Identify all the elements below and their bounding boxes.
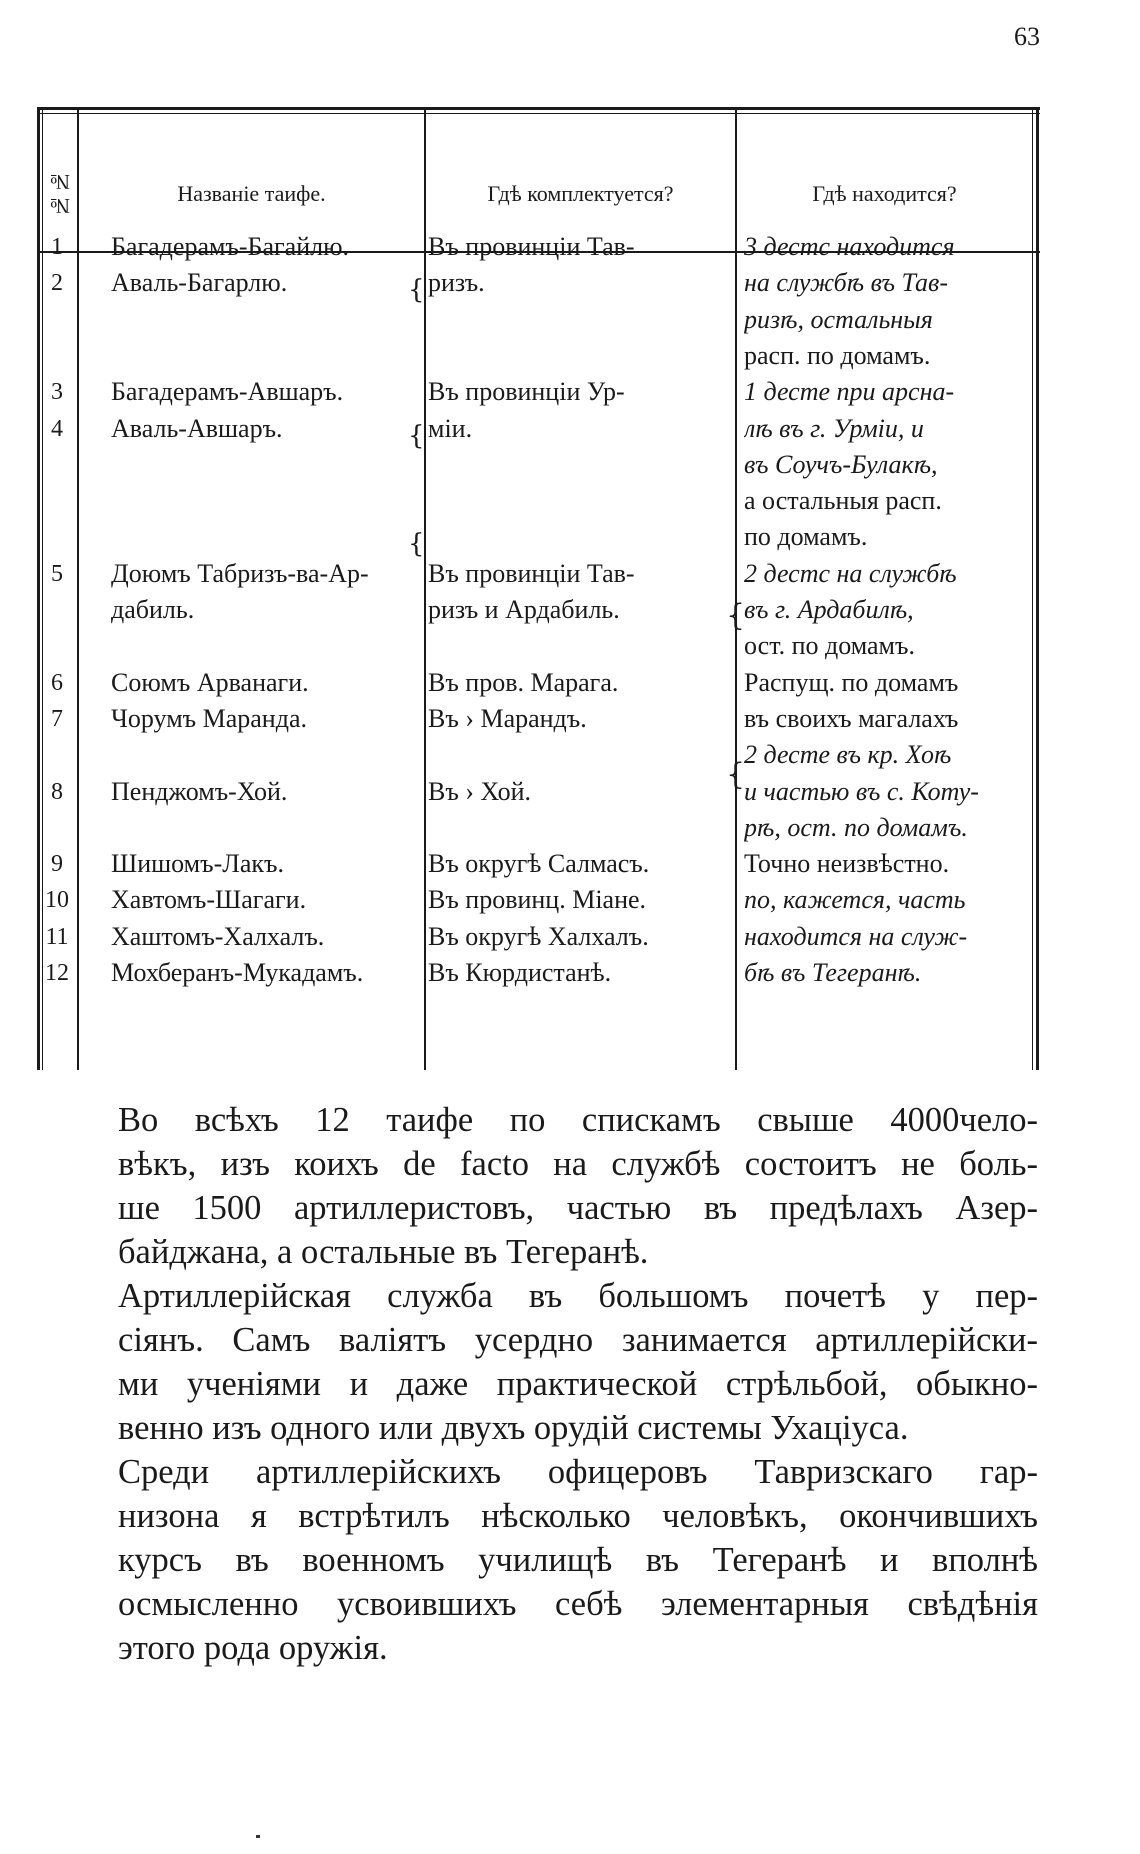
current-location: по домамъ. [744, 522, 868, 552]
row-number: 10 [45, 887, 69, 914]
table-row [37, 519, 1040, 555]
current-location: Точно неизвѣстно. [744, 849, 950, 879]
taife-name: Мохберанъ-Мукадамъ. [111, 958, 364, 987]
taife-name: Чорумъ Маранда. [111, 703, 307, 733]
current-location: на службѣ въ Тав- [744, 268, 948, 298]
table-row [37, 447, 1040, 483]
text-line: низона я встрѣтилъ нѣсколько человѣкъ, окончившихъ [118, 1497, 1038, 1535]
row-number: 5 [51, 560, 63, 587]
recruitment-place: Въ пров. Марага. [428, 667, 619, 697]
recruitment-place [428, 302, 773, 338]
table-row [37, 411, 1040, 447]
recruitment-place: Въ провинц. Міане. [428, 885, 647, 915]
text-line: ше 1500 артиллеристовъ, частью въ предѣлахъ Азер- [118, 1189, 1038, 1227]
recruitment-place: міи. [428, 413, 473, 443]
current-location: расп. по домамъ. [744, 340, 931, 370]
recruitment-place: Въ провинціи Ур- [428, 377, 625, 407]
taife-name [111, 302, 411, 338]
recruitment-place [428, 519, 773, 555]
current-location: ост. по домамъ. [744, 631, 915, 661]
table-row [37, 302, 1040, 338]
taife-name: дабиль. [111, 595, 195, 624]
taife-name: Пенджомъ-Хой. [111, 776, 288, 806]
recruitment-place: Въ › Марандъ. [428, 703, 587, 733]
recruitment-place: Въ › Хой. [428, 776, 531, 806]
print-speck [256, 1835, 260, 1838]
taife-name [111, 338, 411, 374]
taife-name: Союмъ Арванаги. [111, 667, 309, 697]
taife-name: Доюмъ Табризъ-ва-Ар- [111, 558, 369, 588]
current-location: по, кажется, часть [744, 885, 966, 915]
brace-rows-9-12: { [726, 757, 746, 792]
text-line: вѣкъ, изъ коихъ de facto на службѣ состоитъ не боль- [118, 1145, 1038, 1183]
current-location: Распущ. по домамъ [744, 667, 959, 697]
table-row [37, 374, 1040, 410]
current-location: 2 дестс на службѣ [744, 558, 957, 588]
row-number [37, 519, 77, 555]
header-location: Гдѣ находится? [812, 181, 957, 206]
recruitment-place: Въ Кюрдистанѣ. [428, 958, 612, 987]
row-number [37, 592, 77, 628]
text-line: байджана, а остальные въ Тегеранѣ. [118, 1233, 649, 1271]
row-number: 9 [51, 851, 63, 878]
table-row [37, 229, 1040, 265]
taife-name: Шишомъ-Лакъ. [111, 849, 284, 879]
text-line: Артиллерійская служба въ большомъ почетѣ у пер- [118, 1277, 1038, 1315]
table-row [37, 483, 1040, 519]
table-row [37, 774, 1040, 810]
row-number [37, 737, 77, 773]
text-line: осмысленно усвоившихъ себѣ элементарныя свѣдѣнія [118, 1585, 1038, 1623]
text-line: сіянъ. Самъ валіятъ усердно занимается артиллерійски- [118, 1321, 1038, 1359]
current-location: а остальныя расп. [744, 486, 942, 516]
row-number: 6 [51, 669, 63, 696]
recruitment-place: Въ провинціи Тав- [428, 558, 635, 588]
row-number [37, 810, 77, 846]
recruitment-place [428, 737, 773, 773]
table-row [37, 701, 1040, 737]
text-line: этого рода оружія. [118, 1629, 388, 1667]
table-row [37, 846, 1040, 882]
taife-name [111, 483, 411, 519]
row-number: 12 [45, 960, 69, 986]
row-number: 4 [51, 415, 63, 442]
taife-name [111, 737, 411, 773]
current-location: въ г. Ардабилѣ, [744, 595, 914, 624]
current-location: бѣ въ Тегеранѣ. [744, 958, 922, 987]
row-number [37, 483, 77, 519]
row-number [37, 628, 77, 664]
row-number: 7 [51, 705, 63, 732]
taife-name: Аваль-Авшаръ. [111, 413, 283, 443]
table-top-rule [37, 107, 1040, 110]
paragraph [118, 1274, 1038, 1450]
text-line: ми ученіями и даже практической стрѣльбой, обыкно- [118, 1365, 1038, 1403]
table-row [37, 810, 1040, 846]
current-location: 2 десте въ кр. Хоѣ [744, 740, 952, 770]
body-paragraphs [118, 1098, 1038, 1670]
current-location: въ Соучъ-Булакѣ, [744, 449, 938, 479]
table-row [37, 265, 1040, 301]
current-location: находится на служ- [744, 921, 968, 951]
current-location: 1 десте при арсна- [744, 377, 955, 407]
taife-name: Хаштомъ-Халхалъ. [111, 921, 325, 951]
current-location: въ своихъ магалахъ [744, 703, 959, 733]
row-number [37, 338, 77, 374]
table-row [37, 556, 1040, 592]
text-line: Среди артиллерійскихъ офицеровъ Тавризскаго гар- [118, 1453, 1038, 1491]
table-row [37, 592, 1040, 628]
recruitment-place [428, 810, 773, 846]
taife-name [111, 519, 411, 555]
table-row [37, 919, 1040, 955]
recruitment-place [428, 483, 773, 519]
paragraph [118, 1098, 1038, 1274]
recruitment-place: ризъ и Ардабиль. [428, 595, 620, 624]
taife-name [111, 447, 411, 483]
row-number [37, 447, 77, 483]
brace-row-5: { [408, 529, 425, 559]
recruitment-place [428, 338, 773, 374]
row-number: 11 [45, 923, 69, 950]
body-text [118, 1098, 1038, 1670]
header-num-label: №№ [47, 170, 72, 218]
brace-rows-6-8: { [726, 598, 746, 633]
row-number: 2 [51, 270, 63, 297]
current-location: ризѣ, остальныя [744, 304, 933, 334]
recruitment-place: ризъ. [428, 268, 485, 298]
table-row [37, 338, 1040, 374]
brace-rows-3-4: { [408, 421, 425, 451]
text-line: венно изъ одного или двухъ орудій системы Ухаціуса. [118, 1409, 909, 1447]
header-where: Гдѣ комплектуется? [487, 181, 674, 206]
page-number: 63 [1014, 22, 1040, 51]
taife-name: Багадерамъ-Багайлю. [111, 232, 350, 261]
recruitment-place [428, 447, 773, 483]
row-number: 8 [51, 778, 63, 805]
current-location: рѣ, ост. по домамъ. [744, 812, 968, 842]
header-name: Названіе таифе. [177, 181, 326, 206]
table-row [37, 628, 1040, 664]
taife-name [111, 810, 411, 846]
taife-name [111, 628, 411, 664]
current-location: и частью въ с. Коту- [744, 776, 979, 806]
recruitment-place [428, 628, 773, 664]
row-number [37, 302, 77, 338]
table-row [37, 737, 1040, 773]
paragraph [118, 1450, 1038, 1670]
table-row [37, 955, 1040, 991]
recruitment-place: Въ округѣ Салмасъ. [428, 849, 650, 879]
row-number: 3 [51, 379, 63, 406]
text-line: Во всѣхъ 12 таифе по спискамъ свыше 4000чело- [118, 1101, 1038, 1139]
current-location: лѣ въ г. Урміи, и [744, 413, 924, 443]
table-row [37, 882, 1040, 918]
taife-name: Багадерамъ-Авшаръ. [111, 377, 344, 407]
recruitment-place: Въ провинціи Тав- [428, 232, 635, 261]
taife-table [37, 107, 1040, 1070]
table-row [37, 665, 1040, 701]
taife-name: Хавтомъ-Шагаги. [111, 885, 307, 915]
current-location: 3 дестс находится [744, 232, 955, 261]
row-number: 1 [51, 234, 63, 260]
text-line: курсъ въ военномъ училищѣ въ Тегеранѣ и вполнѣ [118, 1541, 1038, 1579]
table-top-rule-inner [37, 113, 1040, 114]
brace-rows-1-2: { [408, 275, 425, 305]
taife-name: Аваль-Багарлю. [111, 268, 288, 298]
recruitment-place: Въ округѣ Халхалъ. [428, 921, 649, 951]
